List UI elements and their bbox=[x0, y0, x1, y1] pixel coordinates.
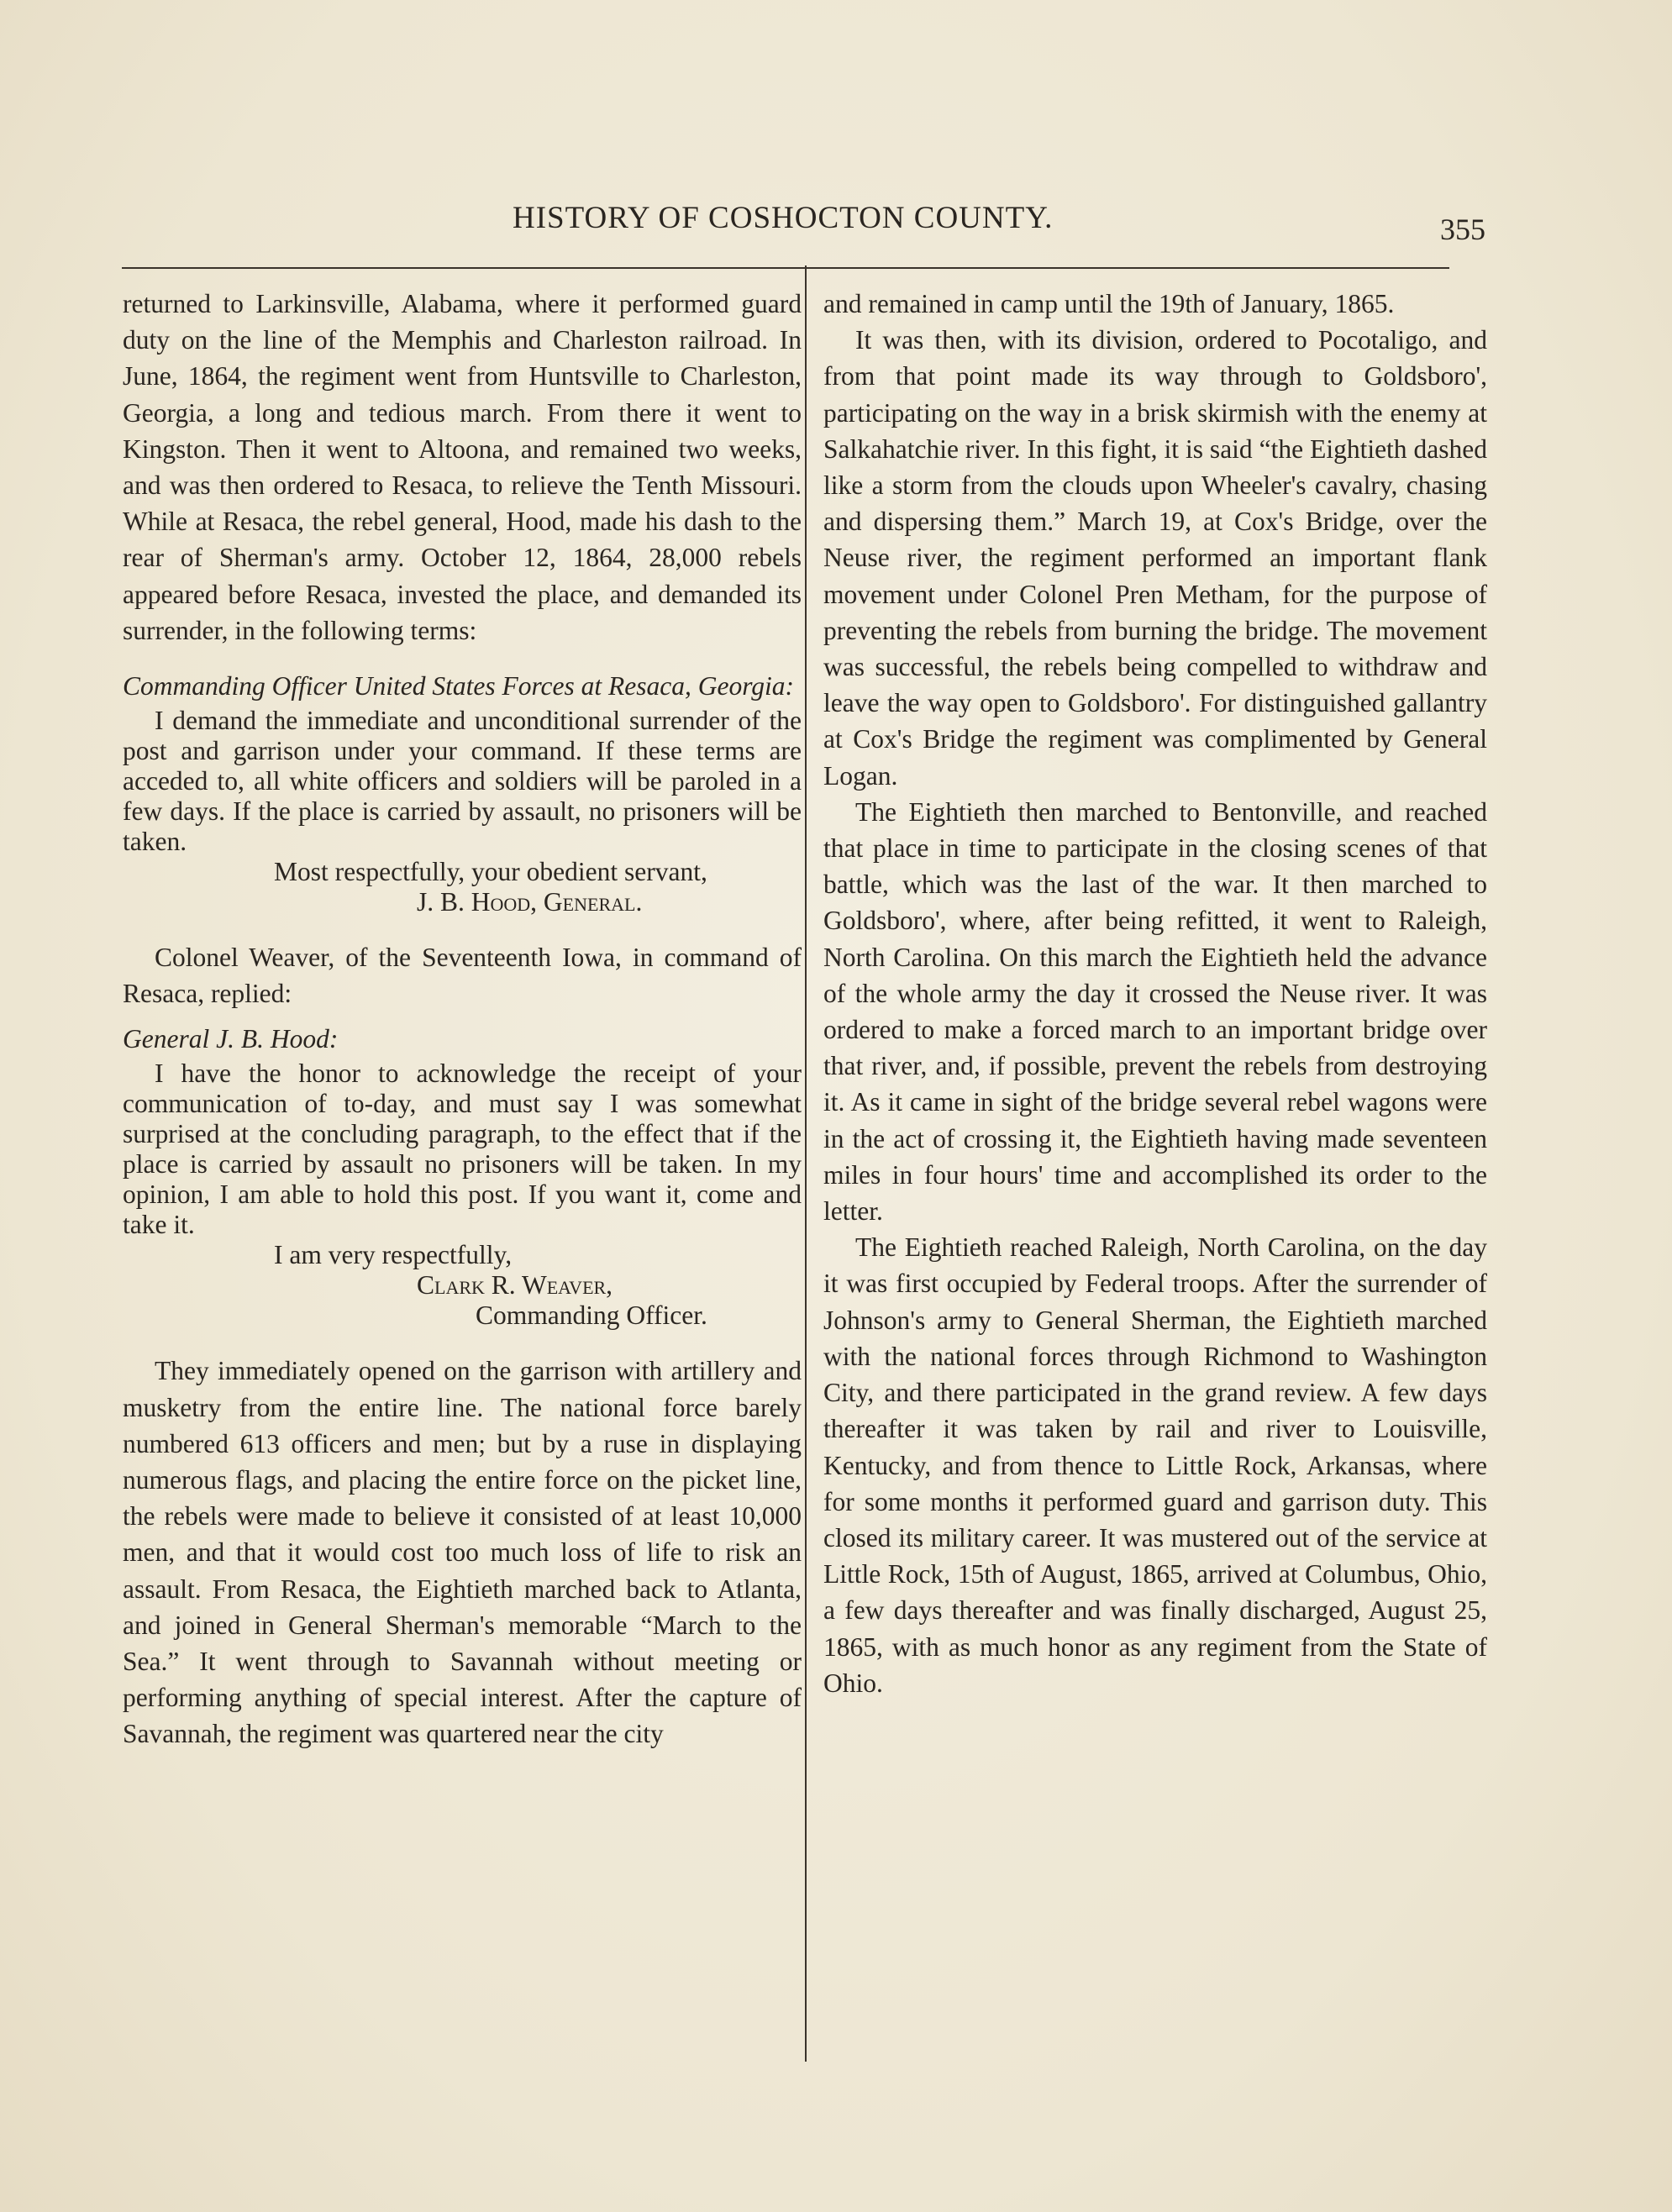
letter-closing: Most respectfully, your obedient servant, bbox=[274, 857, 707, 887]
left-paragraph: Colonel Weaver, of the Seventeenth Iowa, in command of Resaca, replied: bbox=[123, 943, 802, 1009]
letter-salutation: Commanding Officer United States Forces at Resaca, Georgia: bbox=[123, 671, 795, 701]
header-rule bbox=[122, 267, 1449, 269]
right-paragraph: The Eightieth then marched to Bentonville, and reached that place in time to participate in the closing scenes of that battle, which was the last of the war. It then marched to Goldsboro', where, after being refitted, it went to Raleigh, North Carolina. On this march the Eightieth held the advance of the whole army the day it crossed the Neuse river. It was ordered to make a forced march to an important bridge over that river, and, if possible, prevent the rebels from destroying it. As it came in sight of the bridge several rebel wagons were in the act of crossing it, the Eightieth having made seventeen miles in four hours' time and accomplished its order to the letter. bbox=[823, 796, 1487, 1227]
letter-body: I demand the immediate and unconditional surrender of the post and garrison under your command. If these terms are acceded to, all white officers and soldiers will be paroled in a few days. If the place is carried by assault, no prisoners will be taken. bbox=[123, 706, 802, 857]
right-paragraph: The Eightieth reached Raleigh, North Carolina, on the day it was first occupied by Federal troops. After the surrender of Johnson's army to General Sherman, the Eightieth marched with the national forces through Richmond to Washington City, and there participated in the grand review. A few days thereafter it was taken by rail and river to Louisville, Kentucky, and from thence to Little Rock, Arkansas, where for some months it performed guard and garrison duty. This closed its military career. It was mustered out of the service at Little Rock, 15th of August, 1865, arrived at Columbus, Ohio, a few days thereafter and was finally discharged, August 25, 1865, with as much honor as any regiment from the State of Ohio. bbox=[823, 1232, 1487, 1698]
right-paragraph: It was then, with its division, ordered to Pocotaligo, and from that point made its way through to Goldsboro', participating on the way in a brisk skirmish with the enemy at Salkahatchie river. In this fight, it is said “the Eightieth dashed like a storm from the clouds upon Wheeler's cavalry, chasing and dispersing them.” March 19, at Cox's Bridge, over the Neuse river, the regiment performed an important flank movement under Colonel Pren Metham, for the purpose of preventing the rebels from burning the bridge. The movement was successful, the rebels being compelled to withdraw and leave the way open to Goldsboro'. For distinguished gallantry at Cox's Bridge the regiment was complimented by General Logan. bbox=[823, 325, 1487, 791]
letter-signature-title: Commanding Officer. bbox=[476, 1300, 707, 1331]
letter-closing: I am very respectfully, bbox=[274, 1240, 513, 1270]
page-number: 355 bbox=[1440, 213, 1485, 246]
letter-body: I have the honor to acknowledge the receipt of your communication of to-day, and must say I was somewhat surprised at the concluding paragraph, to the effect that if the place is carried by assault no prisoners will be taken. In my opinion, I am able to hold this post. If you want it, come and take it. bbox=[123, 1059, 802, 1240]
left-column bbox=[123, 286, 802, 1752]
right-paragraph: and remained in camp until the 19th of January, 1865. bbox=[823, 289, 1395, 318]
letter-signature: Clark R. Weaver, bbox=[417, 1270, 613, 1300]
left-paragraph: They immediately opened on the garrison with artillery and musketry from the entire line. The national force barely numbered 613 officers and men; but by a ruse in displaying numerous flags, and placing the entire force on the picket line, the rebels were made to believe it consisted of at least 10,000 men, and that it would cost too much loss of life to risk an assault. From Resaca, the Eightieth marched back to Atlanta, and joined in General Sherman's memorable “March to the Sea.” It went through to Savannah without meeting or performing anything of special interest. After the capture of Savannah, the regiment was quartered near the city bbox=[123, 1356, 802, 1749]
column-divider bbox=[805, 265, 807, 2062]
letter-signature: J. B. Hood, General. bbox=[417, 887, 643, 917]
page-header bbox=[513, 200, 1485, 250]
right-column bbox=[823, 286, 1487, 1701]
left-paragraph: returned to Larkinsville, Alabama, where it performed guard duty on the line of the Memphis and Charleston railroad. In June, 1864, the regiment went from Huntsville to Charleston, Georgia, a long and tedious march. From there it went to Kingston. Then it went to Altoona, and remained two weeks, and was then ordered to Resaca, to relieve the Tenth Missouri. While at Resaca, the rebel general, Hood, made his dash to the rear of Sherman's army. October 12, 1864, 28,000 rebels appeared before Resaca, invested the place, and demanded its surrender, in the following terms: bbox=[123, 289, 802, 645]
letter-salutation: General J. B. Hood: bbox=[123, 1024, 339, 1054]
running-title: HISTORY OF COSHOCTON COUNTY. bbox=[513, 201, 1054, 235]
